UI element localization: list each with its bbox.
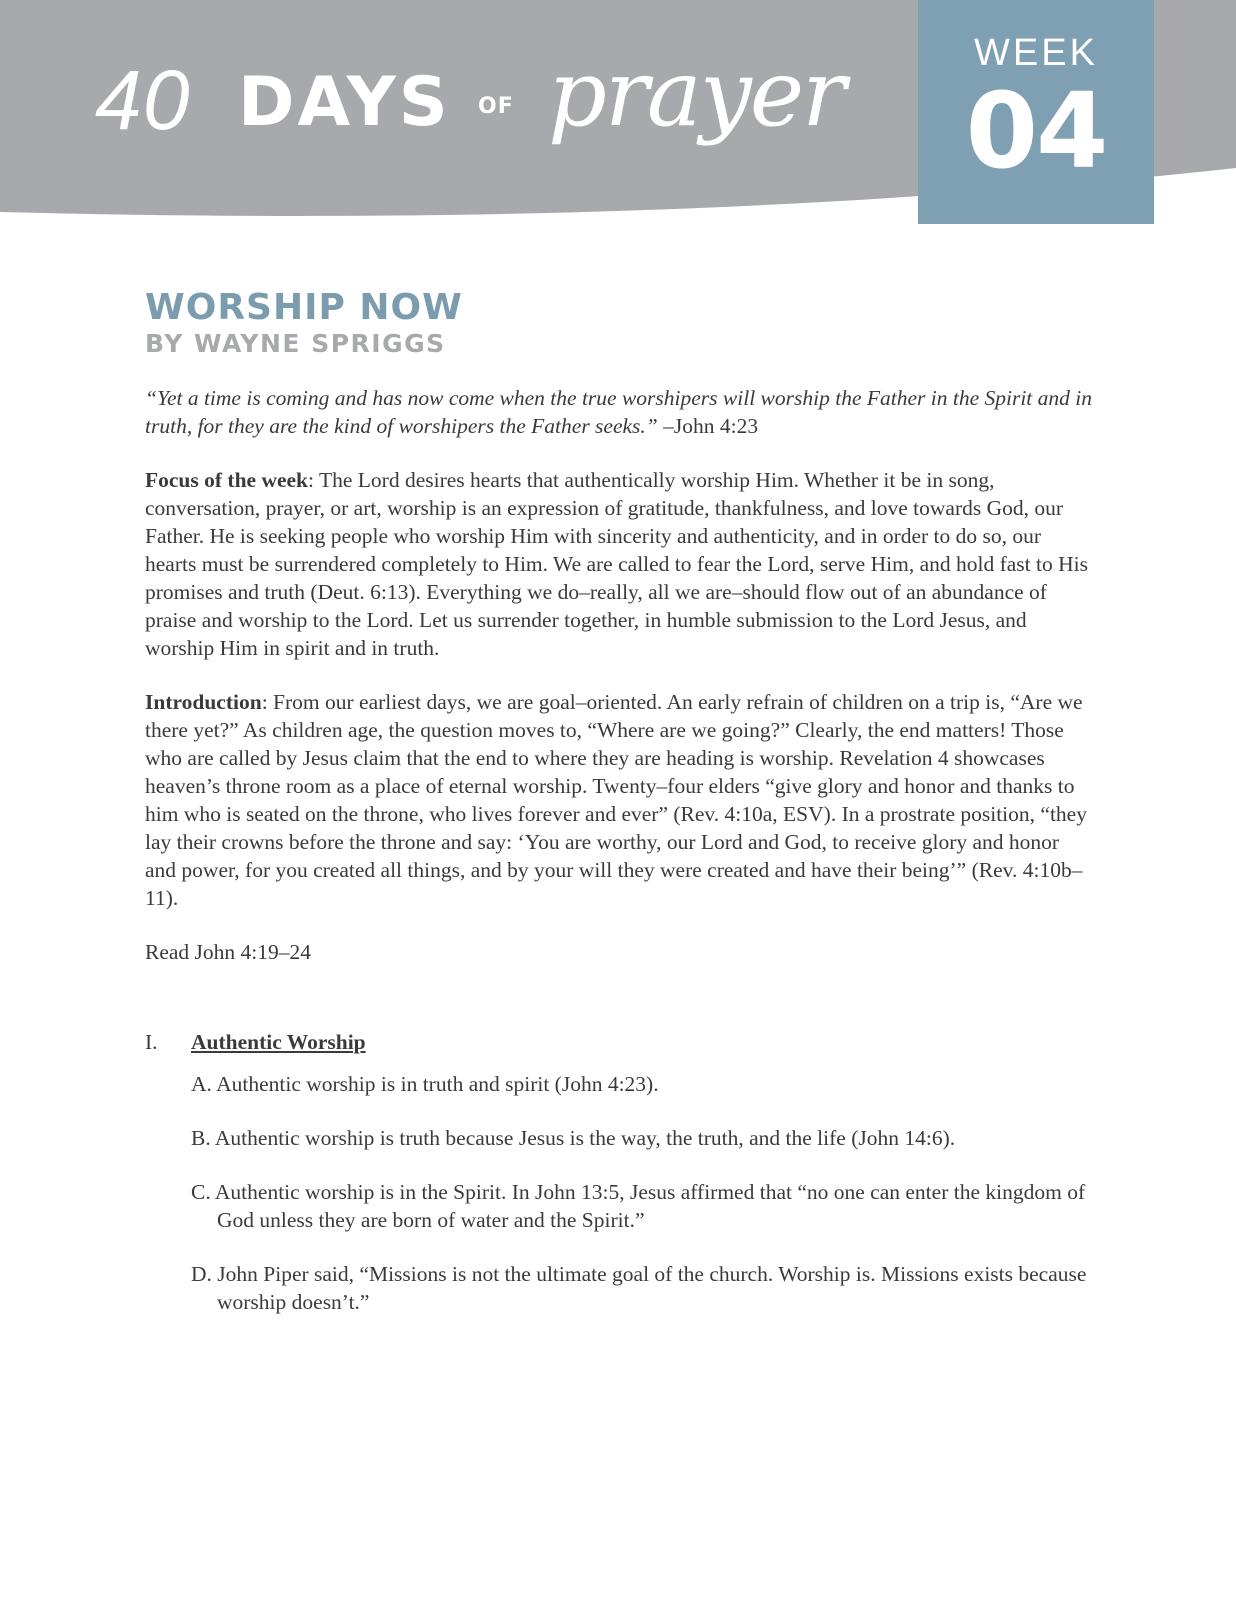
section-title: Authentic Worship [191, 1030, 366, 1054]
outline-point-a: A. Authentic worship is in truth and spirit (John 4:23). [191, 1072, 659, 1096]
scripture-quote [145, 384, 1095, 440]
week-label: WEEK [974, 32, 1098, 74]
intro-paragraph [145, 688, 1095, 912]
week-number: 04 [965, 70, 1107, 192]
scripture-reference: –John 4:23 [657, 414, 759, 438]
title-prayer-script: prayer [548, 40, 845, 147]
reading-assignment: Read John 4:19–24 [145, 940, 312, 964]
focus-paragraph [145, 466, 1095, 662]
intro-label: Introduction [145, 690, 262, 714]
scripture-text: “Yet a time is coming and has now come when the true worshipers will worship the Father in the Spirit and in truth, for they are the kind of worshipers the Father seeks.” [145, 386, 1092, 438]
outline-point-c: C. Authentic worship is in the Spirit. In John 13:5, Jesus affirmed that “no one can enter the kingdom of God unless they are born of water and the Spirit.” [191, 1180, 1086, 1232]
week-badge [918, 0, 1154, 224]
focus-text: : The Lord desires hearts that authentically worship Him. Whether it be in song, conversation, prayer, or art, worship is an expression of gratitude, thankfulness, and love towards God, our Father. He is seeking people who worship Him with sincerity and authenticity, and in order to do so, our hearts must be surrendered completely to Him. We are called to fear the Lord, serve Him, and hold fast to His promises and truth (Deut. 6:13). Everything we do–really, all we are–should flow out of an abundance of praise and worship to the Lord. Let us surrender together, in humble submission to the Lord Jesus, and worship Him in spirit and in truth. [145, 468, 1088, 660]
header-banner [0, 0, 1236, 240]
section-heading [145, 1028, 1095, 1056]
outline-point-d: D. John Piper said, “Missions is not the ultimate goal of the church. Worship is. Missions exists because worship doesn’t.” [191, 1262, 1087, 1314]
article-content [145, 288, 1095, 1342]
outline-point-b: B. Authentic worship is truth because Jesus is the way, the truth, and the life (John 14:6). [191, 1126, 956, 1150]
page-title: WORSHIP NOW [145, 287, 463, 328]
title-of: OF [478, 94, 514, 119]
section-numeral: I. [145, 1030, 158, 1054]
title-number: 40 [95, 53, 191, 147]
author-byline: BY WAYNE SPRIGGS [145, 329, 446, 358]
focus-label: Focus of the week [145, 468, 309, 492]
title-days: DAYS [238, 63, 451, 142]
intro-text: : From our earliest days, we are goal–oriented. An early refrain of children on a trip is, “Are we there yet?” As children age, the question moves to, “Where are we going?” Clearly, the end matters! Those who are called by Jesus claim that the end to where they are heading is worship. Revelation 4 showcases heaven’s throne room as a place of eternal worship. Twenty–four elders “give glory and honor and thanks to him who is seated on the throne, who lives forever and ever” (Rev. 4:10a, ESV). In a prostrate position, “they lay their crowns before the throne and say: ‘You are worthy, our Lord and God, to receive glory and honor and power, for you created all things, and by your will they were created and have their being’” (Rev. 4:10b–11). [145, 690, 1087, 910]
